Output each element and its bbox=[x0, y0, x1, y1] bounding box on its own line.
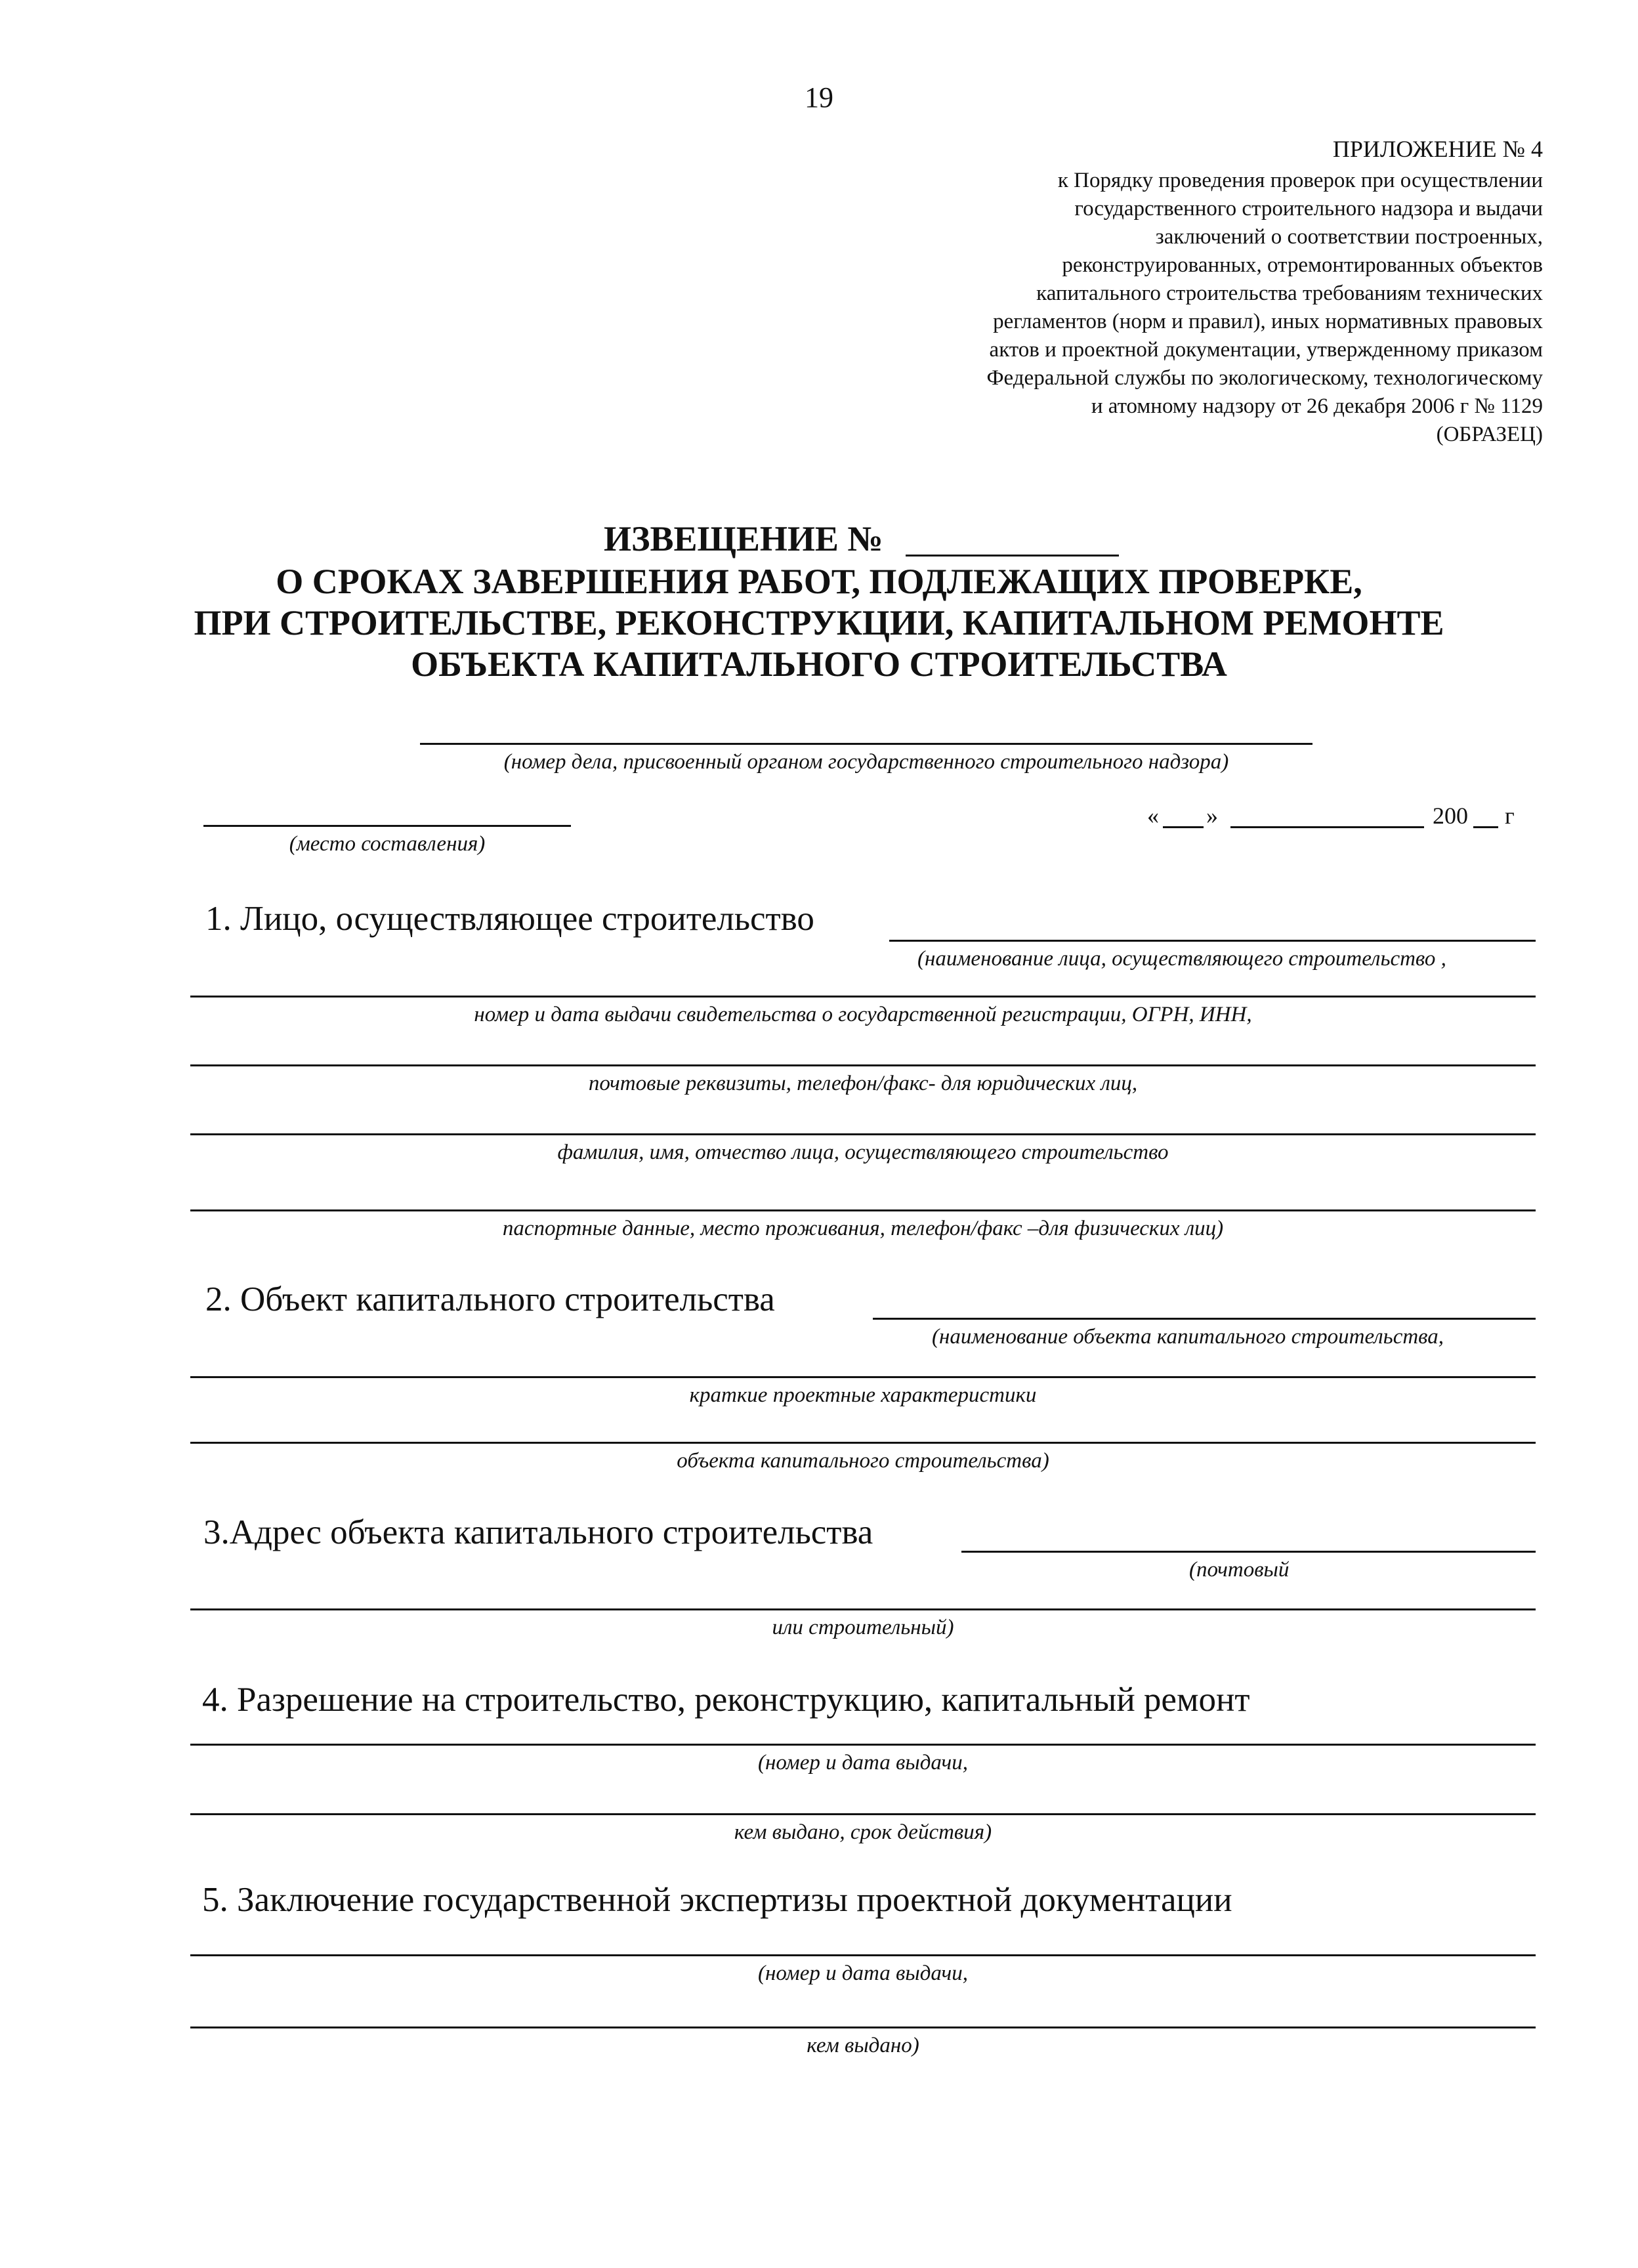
appendix-title: ПРИЛОЖЕНИЕ № 4 bbox=[1332, 136, 1543, 162]
section-3-caption: (почтовый bbox=[1189, 1558, 1290, 1582]
date-year-prefix: 200 bbox=[1433, 803, 1468, 829]
appendix-block bbox=[986, 131, 1543, 449]
section-1-caption: номер и дата выдачи свидетельства о государственной регистрации, ОГРН, ИНН, bbox=[474, 1003, 1252, 1026]
section-2-caption: (наименование объекта капитального строительства, bbox=[932, 1325, 1444, 1349]
section-4-caption: (номер и дата выдачи, bbox=[758, 1751, 968, 1774]
notice-subtitle-line1: О СРОКАХ ЗАВЕРШЕНИЯ РАБОТ, ПОДЛЕЖАЩИХ ПРОВЕРКЕ, bbox=[276, 562, 1362, 601]
section-5-heading: 5. Заключение государственной экспертизы проектной документации bbox=[202, 1881, 1232, 1919]
section-5-caption: кем выдано) bbox=[807, 2034, 919, 2057]
section-3-heading: 3.Адрес объекта капитального строительства bbox=[203, 1513, 873, 1551]
section-4-heading: 4. Разрешение на строительство, реконструкцию, капитальный ремонт bbox=[202, 1681, 1250, 1719]
section-5-issuer-field[interactable] bbox=[190, 2026, 1536, 2028]
appendix-line: капитального строительства требованиям технических bbox=[1036, 282, 1543, 305]
place-caption: (место составления) bbox=[289, 832, 486, 856]
appendix-line: заключений о соответствии построенных, bbox=[1155, 225, 1543, 249]
place-field[interactable] bbox=[203, 825, 571, 827]
section-1-caption: (наименование лица, осуществляющего строительство , bbox=[917, 947, 1446, 971]
section-4-caption: кем выдано, срок действия) bbox=[734, 1820, 992, 1844]
notice-subtitle-line2: ПРИ СТРОИТЕЛЬСТВЕ, РЕКОНСТРУКЦИИ, КАПИТАЛЬНОМ РЕМОНТЕ bbox=[194, 603, 1444, 642]
page-number: 19 bbox=[805, 81, 833, 114]
section-1-caption: почтовые реквизиты, телефон/факс- для юридических лиц, bbox=[588, 1072, 1138, 1095]
appendix-line: реконструированных, отремонтированных объектов bbox=[1062, 253, 1543, 277]
section-1-heading: 1. Лицо, осуществляющее строительство bbox=[205, 900, 814, 938]
section-1-caption: фамилия, имя, отчество лица, осуществляющего строительство bbox=[557, 1141, 1169, 1164]
case-number-caption: (номер дела, присвоенный органом государственного строительного надзора) bbox=[503, 750, 1229, 774]
section-3-postal-address-field[interactable] bbox=[961, 1551, 1536, 1553]
date-close-quote: » bbox=[1206, 803, 1218, 829]
date-month-field[interactable] bbox=[1230, 826, 1424, 828]
section-3-caption: или строительный) bbox=[772, 1616, 954, 1639]
section-1-passport-field[interactable] bbox=[190, 1209, 1536, 1211]
section-1-fullname-field[interactable] bbox=[190, 1133, 1536, 1135]
appendix-line: (ОБРАЗЕЦ) bbox=[1436, 423, 1543, 446]
section-2-name-field[interactable] bbox=[873, 1318, 1536, 1320]
appendix-line: государственного строительного надзора и выдачи bbox=[1074, 197, 1543, 220]
notice-title: ИЗВЕЩЕНИЕ № bbox=[604, 519, 883, 558]
section-1-name-field[interactable] bbox=[889, 940, 1536, 942]
date-year-field[interactable] bbox=[1473, 826, 1498, 828]
section-1-registration-field[interactable] bbox=[190, 996, 1536, 998]
section-5-caption: (номер и дата выдачи, bbox=[758, 1962, 968, 1985]
date-open-quote: « bbox=[1147, 803, 1159, 829]
section-5-conclusion-field[interactable] bbox=[190, 1954, 1536, 1956]
appendix-line: и атомному надзору от 26 декабря 2006 г № 1129 bbox=[1091, 394, 1543, 418]
appendix-line: регламентов (норм и правил), иных нормативных правовых bbox=[993, 310, 1543, 333]
section-2-heading: 2. Объект капитального строительства bbox=[205, 1280, 775, 1318]
section-4-issuer-field[interactable] bbox=[190, 1813, 1536, 1815]
section-2-caption: краткие проектные характеристики bbox=[689, 1383, 1037, 1407]
section-1-caption: паспортные данные, место проживания, телефон/факс –для физических лиц) bbox=[502, 1217, 1224, 1240]
notice-number-field[interactable] bbox=[906, 555, 1119, 556]
appendix-line: Федеральной службы по экологическому, технологическому bbox=[986, 366, 1543, 390]
appendix-line: к Порядку проведения проверок при осуществлении bbox=[1057, 169, 1543, 192]
section-2-caption: объекта капитального строительства) bbox=[677, 1449, 1049, 1473]
case-number-field[interactable] bbox=[420, 743, 1312, 745]
notice-subtitle-line3: ОБЪЕКТА КАПИТАЛЬНОГО СТРОИТЕЛЬСТВА bbox=[411, 644, 1227, 684]
date-year-suffix: г bbox=[1505, 803, 1515, 829]
section-2-characteristics-field[interactable] bbox=[190, 1376, 1536, 1378]
date-day-field[interactable] bbox=[1163, 826, 1204, 828]
section-3-address-field[interactable] bbox=[190, 1608, 1536, 1610]
section-1-postal-field[interactable] bbox=[190, 1064, 1536, 1066]
section-2-object-field[interactable] bbox=[190, 1442, 1536, 1444]
section-4-permit-field[interactable] bbox=[190, 1744, 1536, 1746]
appendix-line: актов и проектной документации, утвержденному приказом bbox=[989, 338, 1543, 362]
